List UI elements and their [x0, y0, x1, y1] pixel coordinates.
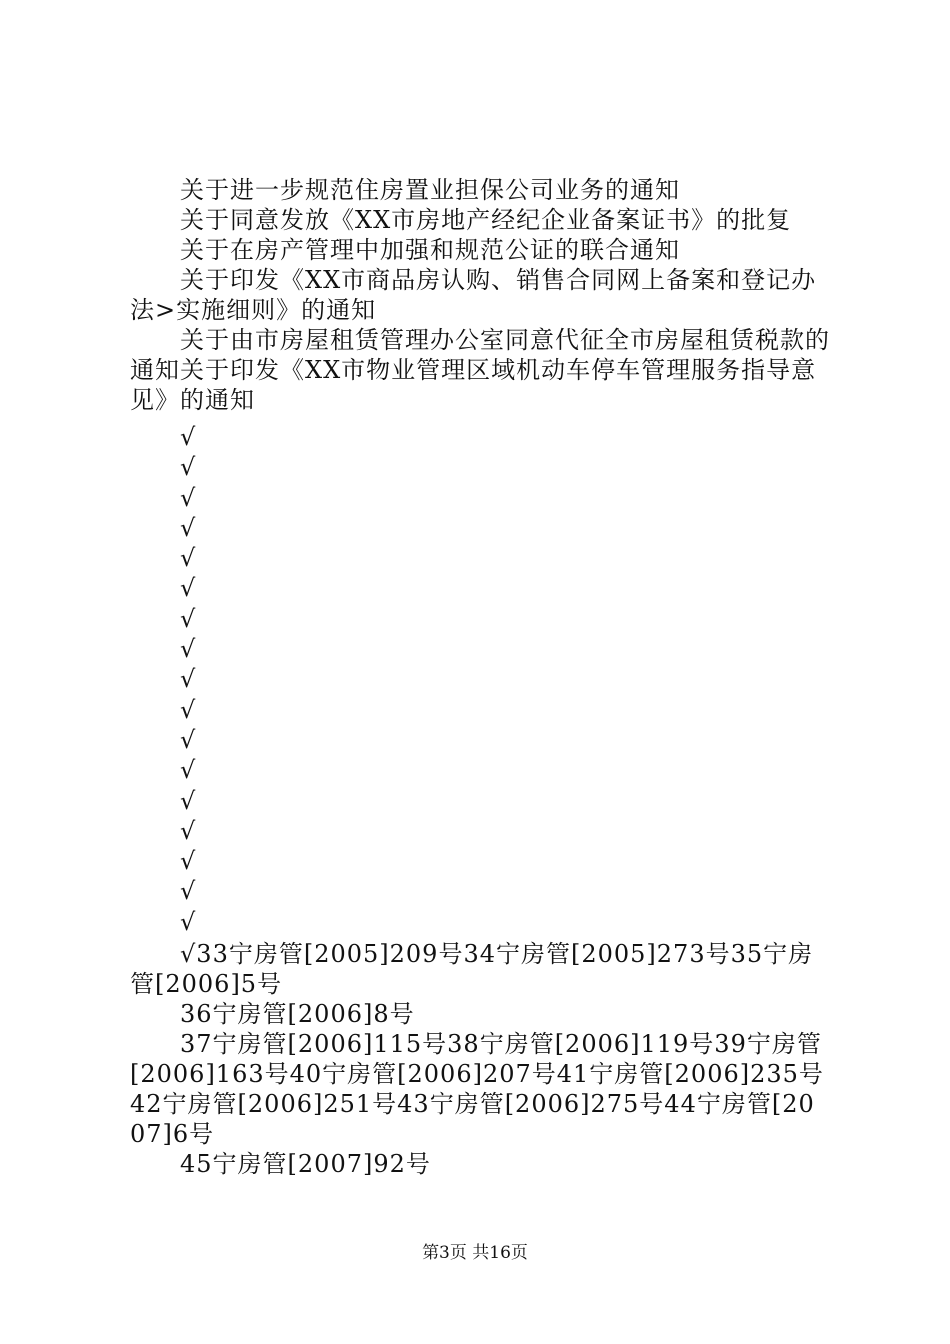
checkmark: √	[180, 453, 196, 482]
reference-paragraph: 36宁房管[2006]8号	[180, 1000, 415, 1028]
reference-paragraph: 37宁房管[2006]115号38宁房管[2006]119号39宁房管[2006]163号40宁房管[2006]207号41宁房管[2006]235号42宁房管[2006]251号43宁房管[2006]275号44宁房管[2007]6号	[130, 1030, 824, 1148]
paragraph: 关于由市房屋租赁管理办公室同意代征全市房屋租赁税款的通知关于印发《XX市物业管理区域机动车停车管理服务指导意见》的通知	[130, 326, 830, 414]
paragraph: 关于进一步规范住房置业担保公司业务的通知	[180, 176, 680, 204]
checkmark: √	[180, 574, 196, 603]
checkmark: √	[180, 604, 196, 633]
checkmark: √	[180, 816, 196, 845]
page-footer: 第3页 共16页	[422, 1243, 528, 1263]
paragraph: 关于同意发放《XX市房地产经纪企业备案证书》的批复	[180, 206, 792, 234]
checkmark: √	[180, 544, 196, 573]
checkmark: √	[180, 786, 196, 815]
reference-paragraph: √33宁房管[2005]209号34宁房管[2005]273号35宁房管[2006]5号	[130, 940, 814, 998]
reference-paragraph: 45宁房管[2007]92号	[180, 1150, 431, 1178]
checkmark-list	[180, 422, 195, 937]
checkmark: √	[180, 877, 196, 906]
reference-numbers	[130, 939, 830, 1179]
paragraph: 关于在房产管理中加强和规范公证的联合通知	[180, 236, 680, 264]
checkmark: √	[180, 665, 196, 694]
checkmark: √	[180, 756, 196, 785]
notice-titles	[130, 175, 830, 415]
checkmark: √	[180, 695, 196, 724]
checkmark: √	[180, 725, 196, 754]
paragraph: 关于印发《XX市商品房认购、销售合同网上备案和登记办法>实施细则》的通知	[130, 266, 817, 324]
checkmark: √	[180, 513, 196, 542]
checkmark: √	[180, 423, 196, 451]
checkmark: √	[180, 907, 196, 936]
checkmark: √	[180, 635, 196, 664]
checkmark: √	[180, 483, 196, 512]
checkmark: √	[180, 847, 196, 876]
